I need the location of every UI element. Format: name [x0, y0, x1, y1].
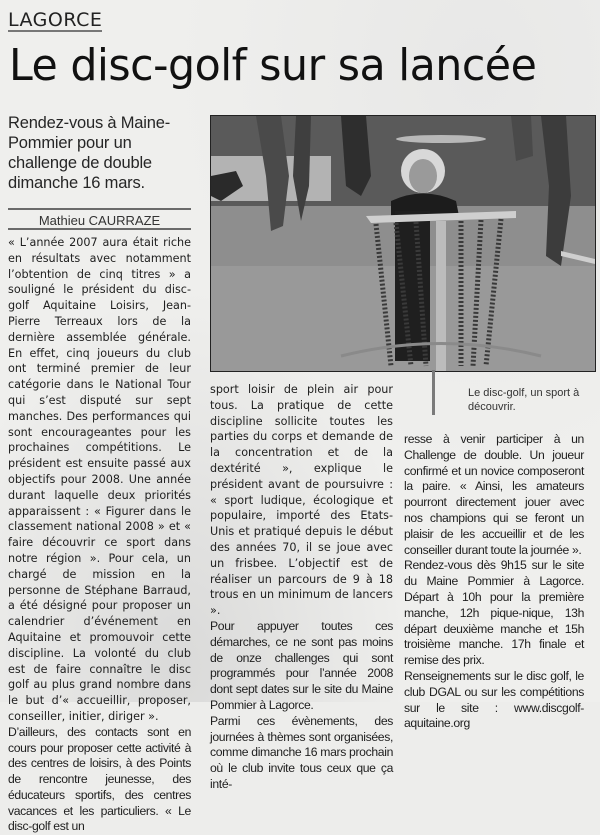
column-3-paragraph-2: Rendez-vous dès 9h15 sur le site du Maine Pommier à Lagorce. Départ à 10h pour la première manche, 12h pique-nique, 13h départ deuxième manche et 15h troisième manche. 17h finale et remise des prix. — [404, 558, 584, 668]
column-3-paragraph-3: Renseignements sur le disc golf, le club DGAL ou sur les compétitions sur le site : www.discgolf-aquitaine.org — [404, 668, 584, 731]
article-column-1 — [8, 235, 191, 835]
column-2-paragraph-3: Parmi ces évènements, des journées à thèmes sont organisées, comme dimanche 16 mars prochain où le club invite tous ceux que ça inté- — [210, 713, 393, 791]
article-headline: Le disc-golf sur sa lancée — [9, 40, 537, 91]
column-1-paragraph-1: « L’année 2007 aura était riche en résultats avec notamment l’obtention de cinq titres » a souligné le président du disc-golf Aquitaine Loisirs, Jean-Pierre Terreaux lors de la dernière assemblée générale. En effet, cinq joueurs du club ont terminé premier de leur catégorie dans le National Tour qui s’est disputé sur sept manches. Des performances qui sont encourageantes pour les prochaines compétitions. Le président est ensuite passé aux objectifs pour 2008. Une année durant laquelle deux priorités apparaissent : « Figurer dans le classement national 2008 » et « faire découvrir ce sport dans notre région ». Pour cela, un chargé de mission en la personne de Stéphane Barraud, a été désigné pour proposer un calendrier d’événement en Aquitaine et promouvoir cette discipline. La volonté du club est de faire connaître le disc golf au plus grand nombre dans le but d’« accueillir, proposer, conseiller, initier, diriger ». — [8, 236, 191, 723]
section-kicker: LAGORCE — [8, 9, 103, 31]
article-photo — [210, 115, 596, 372]
caption-divider — [432, 370, 435, 415]
byline-rule-bottom — [8, 228, 191, 230]
basket-pole — [436, 221, 446, 371]
article-lede: Rendez-vous à Maine-Pommier pour un challenge de double dimanche 16 mars. — [8, 114, 170, 192]
column-3-paragraph-1: resse à venir participer à un Challenge de double. Un joueur confirmé et un novice composeront la paire. « Ainsi, les amateurs pourront directement jouer avec nos champions qui se feront un plaisir de les accueillir et de les conseiller durant toute la journée ». — [404, 432, 584, 557]
photo-caption: Le disc-golf, un sport à découvrir. — [468, 387, 580, 413]
column-2-paragraph-1: sport loisir de plein air pour tous. La pratique de cette discipline sollicite toutes les parties du corps et demande de la concentration et de la dextérité », explique le président avant de poursuivre : « sport ludique, écologique et populaire, importé des Etats-Unis et pratiqué depuis le début des années 70, il se joue avec un frisbee. L’objectif est de réaliser un parcours de 9 à 18 trous en un minimum de lancers ». — [210, 383, 393, 618]
column-2-paragraph-2: Pour appuyer toutes ces démarches, ce ne sont pas moins de onze challenges qui sont programmés pour l’année 2008 dont sept dates sur le site du Maine Pommier à Lagorce. — [210, 618, 393, 712]
article-column-3 — [404, 432, 584, 732]
column-1-paragraph-2: D’ailleurs, des contacts sont en cours pour proposer cette activité à des centres de loisirs, à des Points de rencontre jeunesse, des éducateurs sportifs, des centres vacances et les particuliers. « Le disc-golf est un — [8, 724, 191, 834]
byline-rule-top — [8, 208, 191, 210]
article-column-2 — [210, 382, 393, 793]
article-byline: Mathieu CAURRAZE — [38, 213, 161, 228]
disc-golf-basket-photo — [211, 116, 595, 371]
